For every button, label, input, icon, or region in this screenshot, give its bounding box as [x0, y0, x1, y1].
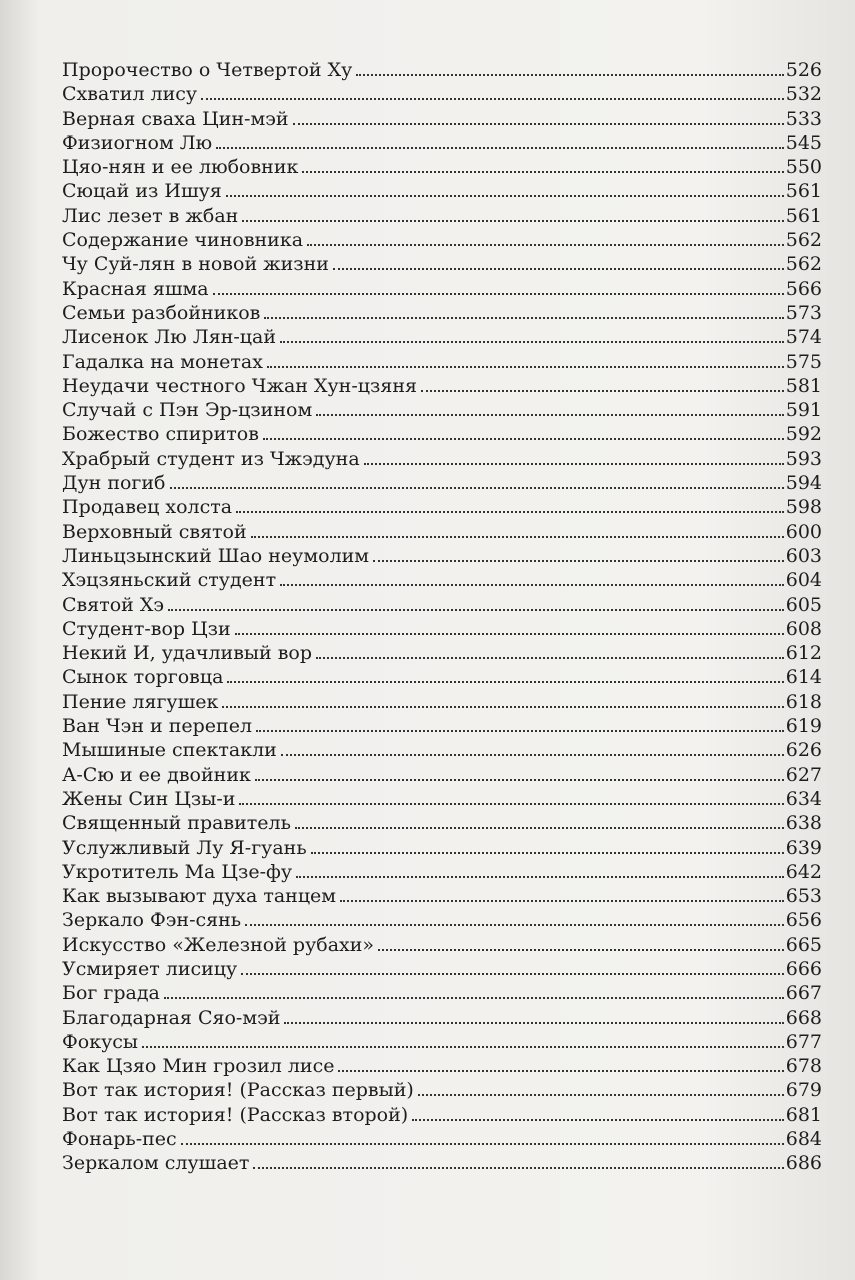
dot-leader: [364, 462, 784, 465]
toc-entry-page-number: 603: [785, 544, 822, 567]
dot-leader: [311, 851, 784, 854]
toc-entry-title: Пророчество о Четвертой Ху: [62, 59, 353, 81]
toc-entry-title: Храбрый студент из Чжэдуна: [62, 447, 360, 470]
toc-entry-page-number: 667: [785, 982, 822, 1005]
toc-entry-title: Фонарь-пес: [62, 1128, 177, 1151]
dot-leader: [227, 680, 783, 683]
toc-entry: [62, 957, 822, 981]
toc-entry: [62, 738, 822, 762]
toc-entry-title: Жены Син Цзы-и: [62, 787, 236, 810]
toc-entry: [62, 204, 822, 228]
dot-leader: [340, 899, 784, 902]
toc-entry: [62, 1054, 822, 1078]
toc-entry-page-number: 653: [785, 885, 822, 908]
toc-entry-title: Божество спиритов: [62, 423, 259, 446]
toc-entry: [62, 1078, 822, 1102]
toc-entry-page-number: 591: [785, 399, 822, 422]
dot-leader: [170, 486, 784, 489]
toc-entry-title: Красная яшма: [62, 277, 209, 300]
dot-leader: [421, 389, 784, 392]
toc-entry-title: Как Цзяо Мин грозил лисе: [62, 1055, 335, 1078]
toc-entry-title: Благодарная Сяо-мэй: [62, 1006, 281, 1029]
toc-entry-title: Бог града: [62, 982, 160, 1005]
toc-entry: [62, 520, 822, 544]
dot-leader: [296, 875, 784, 878]
toc-entry: [62, 471, 822, 495]
dot-leader: [256, 729, 784, 732]
dot-leader: [251, 535, 784, 538]
dot-leader: [412, 1118, 784, 1121]
dot-leader: [239, 802, 783, 805]
toc-entry-page-number: 598: [785, 496, 822, 519]
toc-entry-title: Семьи разбойников: [62, 301, 261, 324]
toc-entry-page-number: 642: [785, 860, 822, 883]
toc-entry-page-number: 605: [785, 593, 822, 616]
toc-entry-page-number: 677: [785, 1030, 822, 1053]
toc-entry-title: Сынок торговца: [62, 666, 224, 689]
toc-entry-title: Некий И, удачливый вор: [62, 642, 313, 665]
toc-entry-page-number: 573: [785, 301, 822, 324]
toc-entry: [62, 544, 822, 568]
toc-entry-page-number: 566: [785, 277, 822, 300]
toc-entry-title: Искусство «Железной рубахи»: [62, 933, 375, 956]
toc-entry-page-number: 581: [785, 374, 822, 397]
toc-entry: [62, 325, 822, 349]
toc-entry-title: Цяо-нян и ее любовник: [62, 156, 299, 179]
toc-entry-title: Сюцай из Ишуя: [62, 180, 222, 203]
dot-leader: [213, 292, 784, 295]
dot-leader: [280, 340, 784, 343]
toc-entry: [62, 495, 822, 519]
dot-leader: [316, 656, 784, 659]
toc-entry: [62, 350, 822, 374]
toc-entry: [62, 908, 822, 932]
toc-entry-title: Физиогном Лю: [62, 131, 213, 154]
dot-leader: [267, 365, 784, 368]
toc-entry: [62, 155, 822, 179]
dot-leader: [241, 972, 784, 975]
toc-entry-page-number: 593: [785, 447, 822, 470]
dot-leader: [316, 413, 784, 416]
dot-leader: [222, 705, 783, 708]
toc-entry-title: Фокусы: [62, 1030, 139, 1053]
toc-entry-title: Вот так история! (Рассказ первый): [62, 1079, 414, 1102]
toc-entry: [62, 981, 822, 1005]
toc-entry: [62, 1103, 822, 1127]
toc-entry-title: Содержание чиновника: [62, 229, 304, 252]
toc-entry-page-number: 666: [785, 957, 822, 980]
toc-entry-title: Схватил лису: [62, 83, 198, 106]
toc-entry-page-number: 604: [785, 569, 822, 592]
toc-entry-page-number: 533: [785, 107, 822, 130]
toc-entry: [62, 714, 822, 738]
dot-leader: [142, 1045, 784, 1048]
toc-entry: [62, 568, 822, 592]
toc-entry-title: Чу Суй-лян в новой жизни: [62, 253, 329, 276]
toc-entry: [62, 811, 822, 835]
dot-leader: [264, 316, 783, 319]
toc-entry: [62, 107, 822, 131]
toc-entry-title: Лис лезет в жбан: [62, 204, 239, 227]
toc-entry-page-number: 638: [785, 812, 822, 835]
toc-entry-title: Услужливый Лу Я-гуань: [62, 836, 307, 859]
toc-entry-page-number: 681: [785, 1103, 822, 1126]
toc-entry: [62, 690, 822, 714]
toc-entry-title: Студент-вор Цзи: [62, 617, 231, 640]
dot-leader: [236, 510, 784, 513]
toc-entry: [62, 179, 822, 203]
dot-leader: [226, 194, 784, 197]
toc-entry-page-number: 608: [785, 617, 822, 640]
toc-entry-title: Пение лягушек: [62, 690, 219, 713]
dot-leader: [253, 1166, 783, 1169]
dot-leader: [255, 778, 784, 781]
toc-entry: [62, 860, 822, 884]
toc-entry-title: Хэцзяньский студент: [62, 569, 277, 592]
dot-leader: [418, 1093, 784, 1096]
toc-entry: [62, 641, 822, 665]
toc-entry-page-number: 634: [785, 787, 822, 810]
toc-entry-title: Зеркало Фэн-сянь: [62, 909, 242, 932]
toc-entry-page-number: 526: [785, 59, 822, 81]
toc-entry: [62, 1006, 822, 1030]
toc-entry-page-number: 600: [785, 520, 822, 543]
toc-entry-page-number: 665: [785, 933, 822, 956]
toc-entry-title: А-Сю и ее двойник: [62, 763, 251, 786]
toc-entry-page-number: 618: [785, 690, 822, 713]
toc-entry: [62, 836, 822, 860]
toc-entry-title: Лисенок Лю Лян-цай: [62, 326, 276, 349]
toc-entry-title: Как вызывают духа танцем: [62, 885, 337, 908]
dot-leader: [378, 948, 784, 951]
toc-entry-title: Усмиряет лисицу: [62, 957, 238, 980]
dot-leader: [242, 219, 783, 222]
toc-entry: [62, 933, 822, 957]
toc-entry-title: Вот так история! (Рассказ второй): [62, 1103, 409, 1126]
toc-entry: [62, 131, 822, 155]
toc-entry: [62, 301, 822, 325]
toc-entry-title: Дун погиб: [62, 472, 166, 495]
toc-entry-page-number: 550: [785, 156, 822, 179]
toc-entry-page-number: 656: [785, 909, 822, 932]
toc-entry-page-number: 612: [785, 642, 822, 665]
toc-entry-page-number: 574: [785, 326, 822, 349]
dot-leader: [284, 1021, 783, 1024]
toc-entry-page-number: 545: [785, 131, 822, 154]
toc-entry: [62, 787, 822, 811]
toc-entry-title: Верная сваха Цин-мэй: [62, 107, 289, 130]
toc-entry: [62, 228, 822, 252]
toc-entry-page-number: 686: [785, 1152, 822, 1175]
toc-entry-title: Святой Хэ: [62, 593, 165, 616]
toc-entry-page-number: 561: [785, 204, 822, 227]
dot-leader: [373, 559, 784, 562]
toc-entry-title: Зеркалом слушает: [62, 1152, 250, 1175]
toc-entry-page-number: 594: [785, 472, 822, 495]
dot-leader: [293, 122, 784, 125]
toc-entry-page-number: 614: [785, 666, 822, 689]
dot-leader: [245, 923, 784, 926]
toc-entry: [62, 763, 822, 787]
toc-entry: [62, 58, 822, 82]
toc-entry: [62, 252, 822, 276]
dot-leader: [263, 437, 784, 440]
toc-entry: [62, 665, 822, 689]
toc-entry-page-number: 592: [785, 423, 822, 446]
dot-leader: [333, 267, 784, 270]
toc-entry: [62, 593, 822, 617]
dot-leader: [164, 996, 784, 999]
toc-entry: [62, 398, 822, 422]
toc-entry-page-number: 626: [785, 739, 822, 762]
dot-leader: [307, 243, 784, 246]
toc-entry: [62, 884, 822, 908]
dot-leader: [338, 1069, 783, 1072]
toc-entry-title: Укротитель Ма Цзе-фу: [62, 860, 293, 883]
toc-entry: [62, 277, 822, 301]
toc-entry-page-number: 684: [785, 1128, 822, 1151]
dot-leader: [281, 753, 784, 756]
dot-leader: [235, 632, 784, 635]
toc-entry-page-number: 562: [785, 253, 822, 276]
toc-entry-title: Священный правитель: [62, 812, 291, 835]
dot-leader: [168, 608, 784, 611]
toc-entry: [62, 1151, 822, 1175]
toc-entry-page-number: 562: [785, 229, 822, 252]
dot-leader: [280, 583, 784, 586]
toc-entry-title: Продавец холста: [62, 496, 233, 519]
toc-entry-title: Гадалка на монетах: [62, 350, 263, 373]
toc-entry: [62, 447, 822, 471]
toc-entry: [62, 422, 822, 446]
toc-entry-title: Неудачи честного Чжан Хун-цзяня: [62, 374, 417, 397]
toc-entry-title: Ван Чэн и перепел: [62, 715, 253, 738]
dot-leader: [295, 826, 784, 829]
table-of-contents: [62, 58, 822, 1176]
toc-entry: [62, 617, 822, 641]
dot-leader: [181, 1142, 784, 1145]
toc-entry-page-number: 561: [785, 180, 822, 203]
toc-entry: [62, 374, 822, 398]
toc-entry-title: Линьцзынский Шао неумолим: [62, 544, 370, 567]
toc-entry-title: Мышиные спектакли: [62, 739, 277, 762]
dot-leader: [356, 73, 783, 76]
dot-leader: [216, 146, 784, 149]
toc-entry-page-number: 678: [785, 1055, 822, 1078]
toc-entry-page-number: 619: [785, 715, 822, 738]
dot-leader: [302, 170, 783, 173]
toc-entry: [62, 82, 822, 106]
toc-entry-page-number: 532: [785, 83, 822, 106]
toc-entry-title: Верховный святой: [62, 520, 247, 543]
toc-entry-page-number: 627: [785, 763, 822, 786]
toc-entry-page-number: 668: [785, 1006, 822, 1029]
toc-entry-page-number: 639: [785, 836, 822, 859]
toc-entry-page-number: 679: [785, 1079, 822, 1102]
toc-entry: [62, 1127, 822, 1151]
toc-entry: [62, 1030, 822, 1054]
toc-entry-page-number: 575: [785, 350, 822, 373]
dot-leader: [201, 97, 784, 100]
toc-entry-title: Случай с Пэн Эр-цзином: [62, 399, 313, 422]
